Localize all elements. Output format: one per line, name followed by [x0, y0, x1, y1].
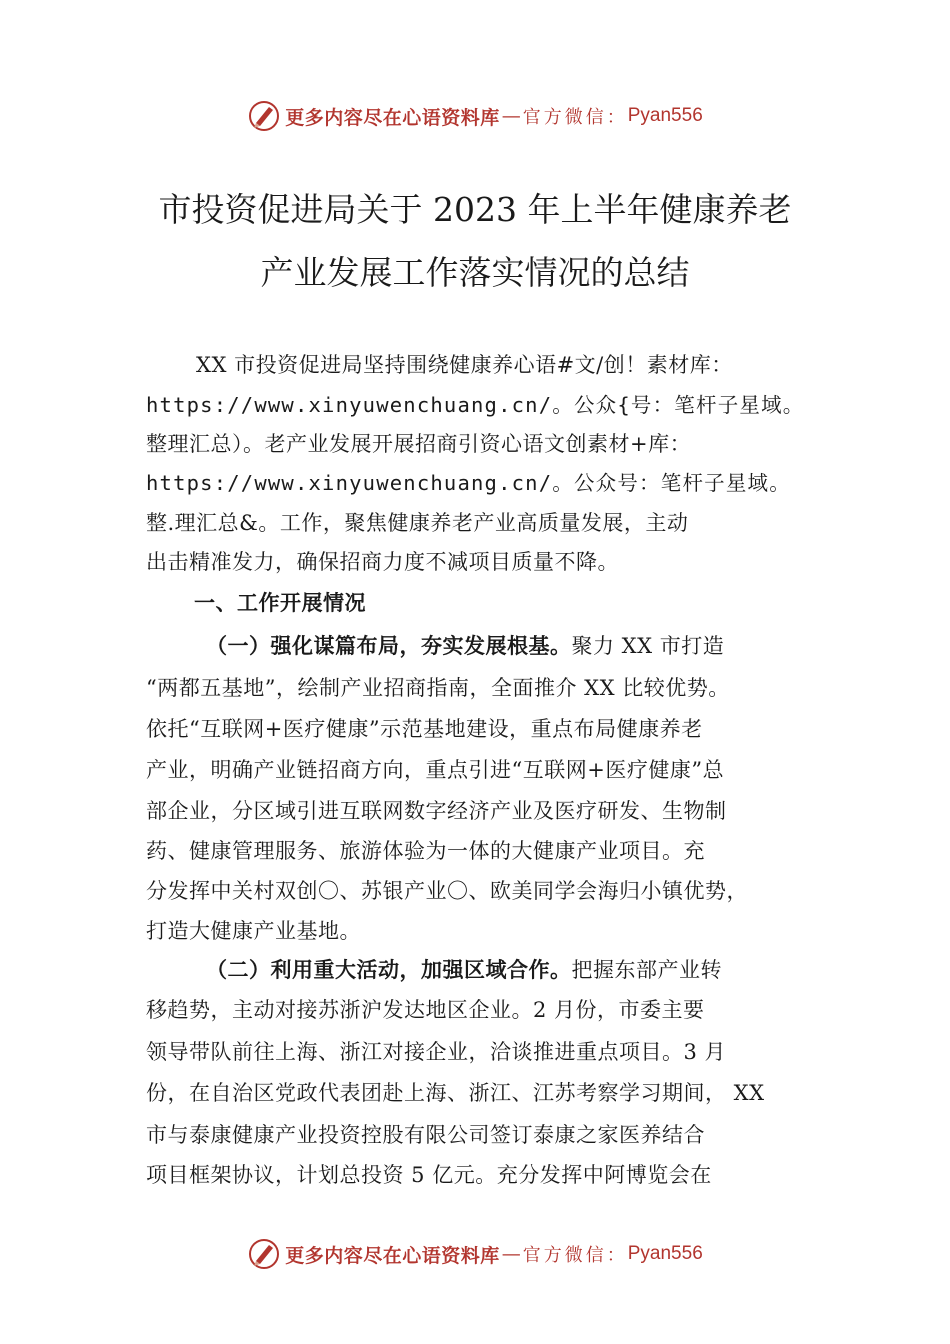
sub1-first-rest: 聚力 XX 市打造: [571, 634, 725, 658]
watermark-slogan: 更多内容尽在心语资料库: [285, 106, 500, 129]
document-title-line-1: 市投资促进局关于 2023 年上半年健康养老: [158, 190, 792, 229]
watermark-wechat-label: 官方微信：: [522, 1245, 628, 1266]
intro-line-1: XX 市投资促进局坚持围绕健康养心语#文/创！素材库：: [196, 353, 733, 377]
watermark-banner-bottom: [0, 1234, 950, 1274]
document-title-line-2: 产业发展工作落实情况的总结: [260, 253, 690, 292]
brand-logo-icon: [247, 1237, 281, 1271]
watermark-banner-top: [0, 96, 950, 136]
intro-line-5: 整.理汇总&。工作，聚焦健康养老产业高质量发展，主动: [146, 511, 689, 535]
sub1-line-4: 产业，明确产业链招商方向，重点引进“互联网+医疗健康”总: [146, 758, 725, 782]
intro-line-6: 出击精准发力，确保招商力度不减项目质量不降。: [146, 550, 619, 574]
sub1-first-line: [146, 631, 826, 661]
sub1-line-2: “两都五基地”，绘制产业招商指南，全面推介 XX 比较优势。: [146, 676, 730, 700]
brand-logo-icon: [247, 99, 281, 133]
sub2-line-6: 项目框架协议，计划总投资 5 亿元。充分发挥中阿博览会在: [146, 1163, 712, 1187]
watermark-dash: —: [501, 105, 521, 127]
sub2-lead: （二）利用重大活动，加强区域合作。: [206, 957, 572, 982]
sub1-lead: （一）强化谋篇布局，夯实发展根基。: [206, 633, 572, 658]
sub1-line-5: 部企业，分区域引进互联网数字经济产业及医疗研发、生物制: [146, 799, 727, 823]
watermark-wechat-id: Pyan556: [627, 105, 703, 126]
sub2-line-2: 移趋势，主动对接苏浙沪发达地区企业。2 月份，市委主要: [146, 998, 705, 1022]
sub1-line-7: 分发挥中关村双创〇、苏银产业〇、欧美同学会海归小镇优势，: [146, 879, 748, 903]
sub1-line-8: 打造大健康产业基地。: [146, 919, 361, 943]
sub2-line-3: 领导带队前往上海、浙江对接企业，洽谈推进重点项目。3 月: [146, 1040, 727, 1064]
sub2-line-4: 份，在自治区党政代表团赴上海、浙江、江苏考察学习期间， XX: [146, 1081, 765, 1105]
watermark-wechat-label: 官方微信：: [522, 107, 628, 128]
section-heading-1: 一、工作开展情况: [194, 591, 366, 615]
intro-line-2: https://www.xinyuwenchuang.cn/。公众{号：笔杆子星域。: [146, 393, 805, 417]
sub2-first-rest: 把握东部产业转: [571, 958, 722, 982]
intro-line-4: https://www.xinyuwenchuang.cn/。公众号：笔杆子星域。: [146, 471, 791, 495]
intro-line-3: 整理汇总）。老产业发展开展招商引资心语文创素材+库：: [146, 432, 692, 456]
watermark-slogan: 更多内容尽在心语资料库: [285, 1244, 500, 1267]
sub1-line-3: 依托“互联网+医疗健康”示范基地建设，重点布局健康养老: [146, 717, 703, 741]
sub2-line-5: 市与泰康健康产业投资控股有限公司签订泰康之家医养结合: [146, 1123, 705, 1147]
sub1-line-6: 药、健康管理服务、旅游体验为一体的大健康产业项目。充: [146, 839, 705, 863]
watermark-dash: —: [501, 1243, 521, 1265]
watermark-wechat-id: Pyan556: [627, 1243, 703, 1264]
sub2-first-line: [146, 955, 826, 985]
